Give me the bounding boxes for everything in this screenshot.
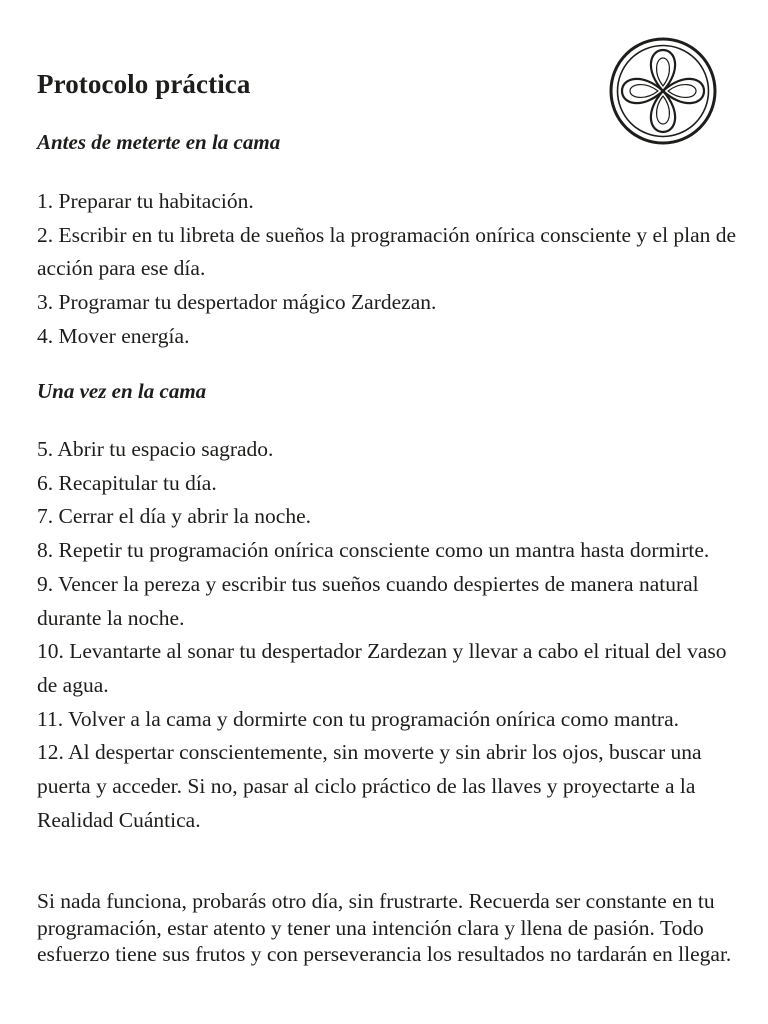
list-item: 11. Volver a la cama y dormirte con tu programación onírica como mantra. — [37, 706, 679, 731]
four-petal-knot-icon — [608, 36, 718, 146]
closing-paragraph: Si nada funciona, probarás otro día, sin frustrarte. Recuerda ser constante en tu programación, estar atento y tener una intención clara y llena de pasión. Todo esfuerzo tiene sus frutos y con perseverancia los resultados no tardarán en llegar. — [37, 889, 732, 967]
steps-list-before-bed — [37, 185, 737, 354]
list-item: 4. Mover energía. — [37, 323, 190, 348]
list-item: 10. Levantarte al sonar tu despertador Zardezan y llevar a cabo el ritual del vaso de agua. — [37, 639, 727, 697]
steps-list-in-bed — [37, 433, 737, 837]
list-item: 12. Al despertar conscientemente, sin moverte y sin abrir los ojos, buscar una puerta y acceder. Si no, pasar al ciclo práctico de las llaves y proyectarte a la Realidad Cuántica. — [37, 740, 702, 832]
list-item: 1. Preparar tu habitación. — [37, 189, 254, 213]
section-heading-in-bed: Una vez en la cama — [37, 379, 207, 403]
list-item: 9. Vencer la pereza y escribir tus sueños cuando despiertes de manera natural durante la noche. — [37, 571, 699, 630]
list-item: 6. Recapitular tu día. — [37, 470, 217, 495]
list-item: 8. Repetir tu programación onírica consciente como un mantra hasta dormirte. — [37, 538, 710, 563]
list-item: 2. Escribir en tu libreta de sueños la programación onírica consciente y el plan de acción para ese día. — [37, 222, 737, 281]
list-item: 3. Programar tu despertador mágico Zardezan. — [37, 290, 437, 315]
section-heading-before-bed: Antes de meterte en la cama — [37, 130, 281, 154]
page-title: Protocolo práctica — [37, 69, 251, 99]
list-item: 5. Abrir tu espacio sagrado. — [37, 437, 274, 461]
list-item: 7. Cerrar el día y abrir la noche. — [37, 504, 311, 529]
